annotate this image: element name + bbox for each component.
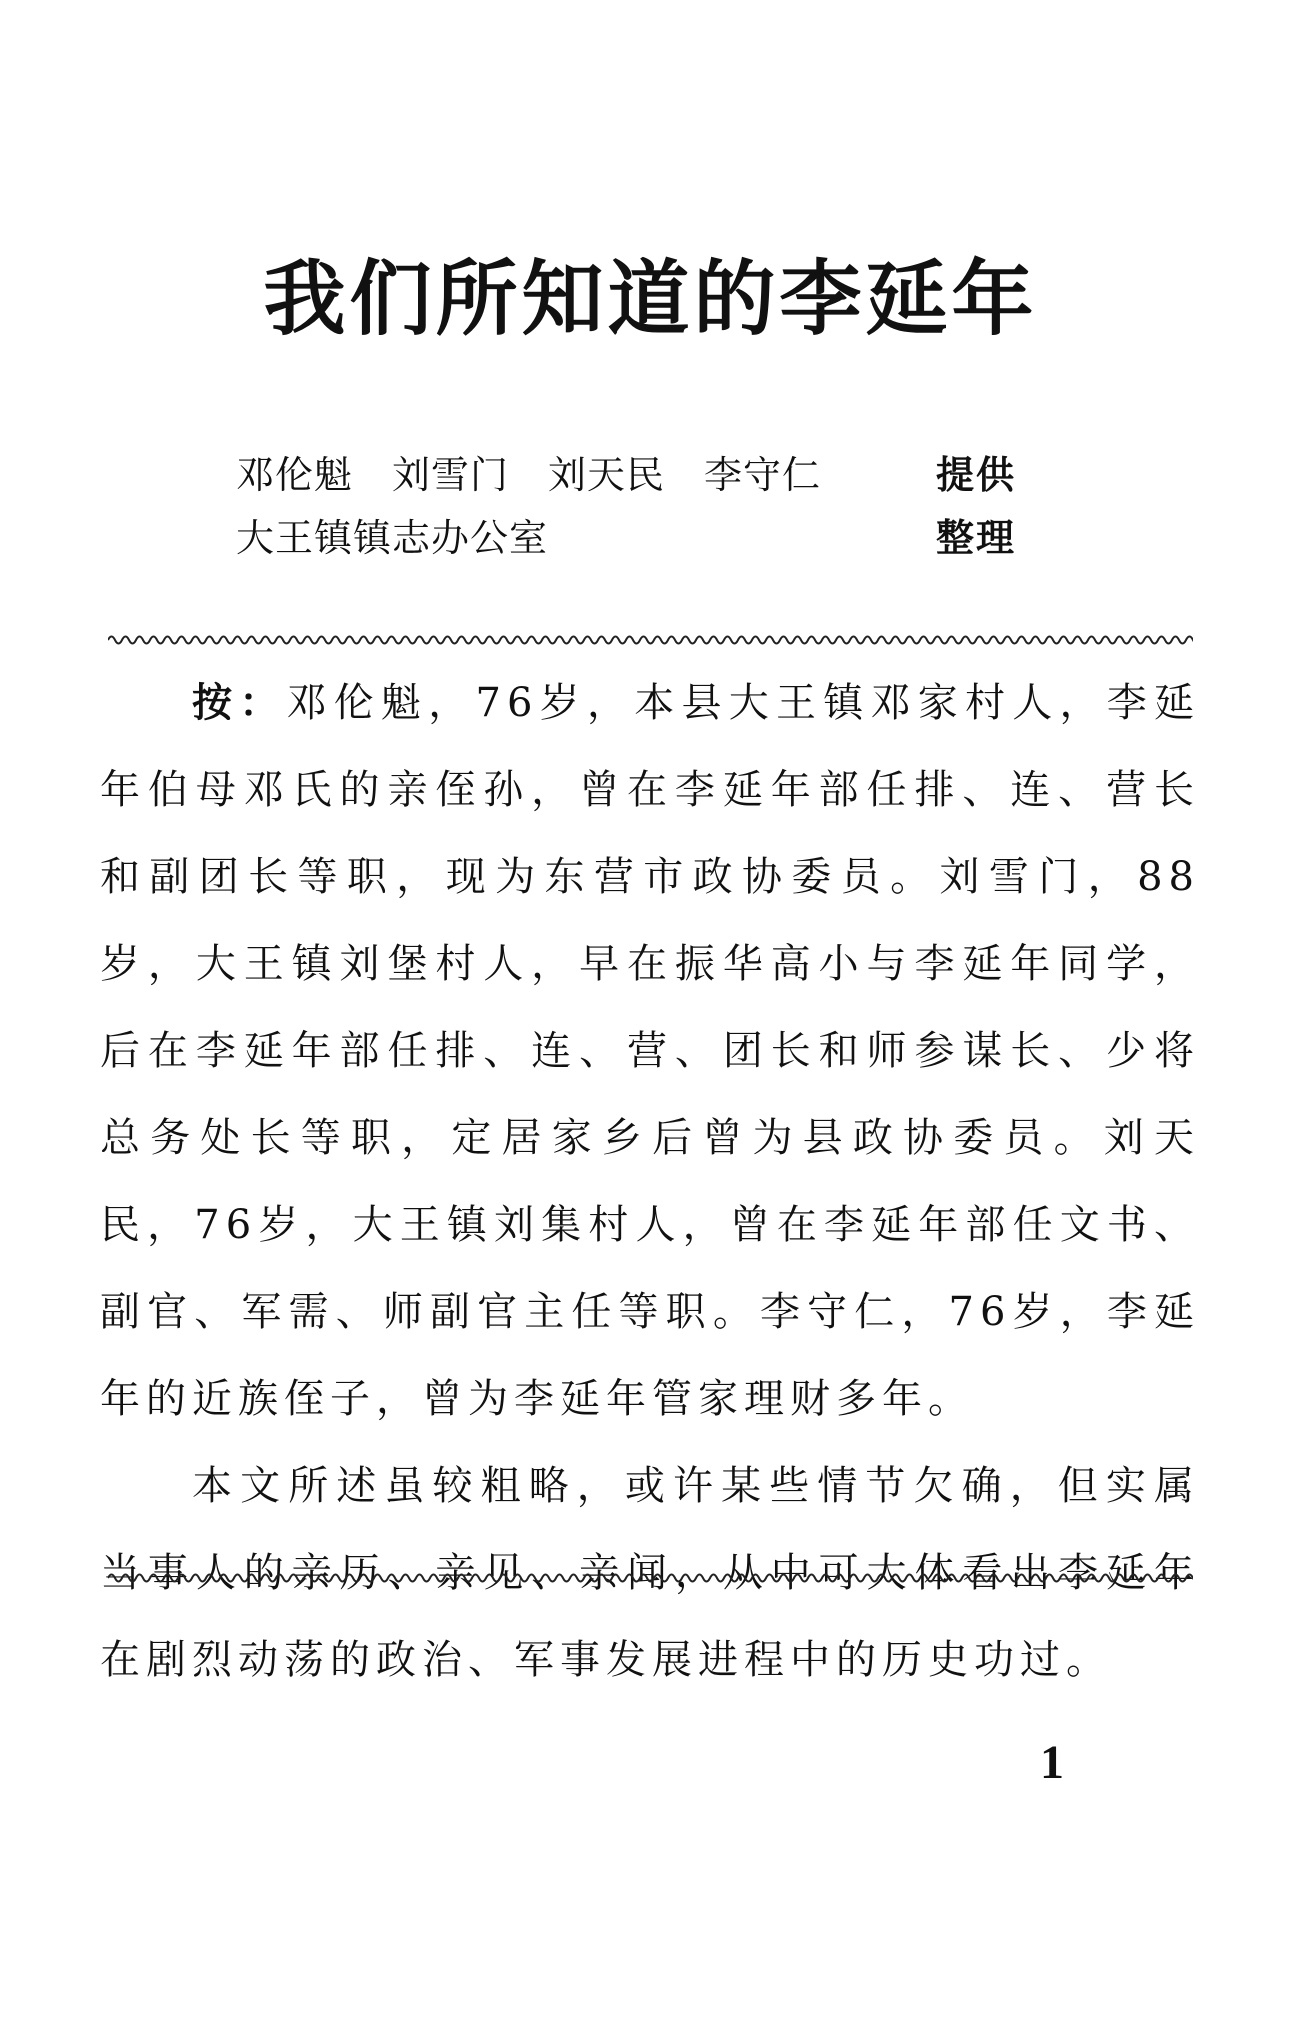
wavy-divider-top [108, 630, 1193, 650]
credit-role: 提供 [935, 453, 1016, 497]
body-paragraph: 本文所述虽较粗略，或许某些情节欠确，但实属当事人的亲历、亲见、亲闻，从中可大体看出李延年在剧烈动荡的政治、军事发展进程中的历史功过。 [100, 1463, 1200, 1683]
editor-note-paragraph [100, 660, 1200, 1443]
credit-row-editors [236, 508, 1016, 568]
note-label: 按： [192, 680, 287, 726]
article-body [100, 660, 1200, 1704]
credit-row-providers [236, 445, 1016, 505]
credit-role: 整理 [935, 516, 1016, 560]
credit-names: 邓伦魁 刘雪门 刘天民 李守仁 [236, 453, 822, 497]
wavy-divider-bottom [108, 1568, 1193, 1588]
note-text: 邓伦魁，76岁，本县大王镇邓家村人，李延年伯母邓氏的亲侄孙，曾在李延年部任排、连、营长和副团长等职，现为东营市政协委员。刘雪门，88岁，大王镇刘堡村人，早在振华高小与李延年同学，后在李延年部任排、连、营、团长和师参谋长、少将总务处长等职，定居家乡后曾为县政协委员。刘天民，76岁，大王镇刘集村人，曾在李延年部任文书、副官、军需、师副官主任等职。李守仁，76岁，李延年的近族侄子，曾为李延年管家理财多年。 [100, 680, 1200, 1422]
credit-names: 大王镇镇志办公室 [236, 516, 549, 560]
article-title: 我们所知道的李延年 [263, 252, 1038, 347]
page-number: 1 [1040, 1736, 1064, 1789]
